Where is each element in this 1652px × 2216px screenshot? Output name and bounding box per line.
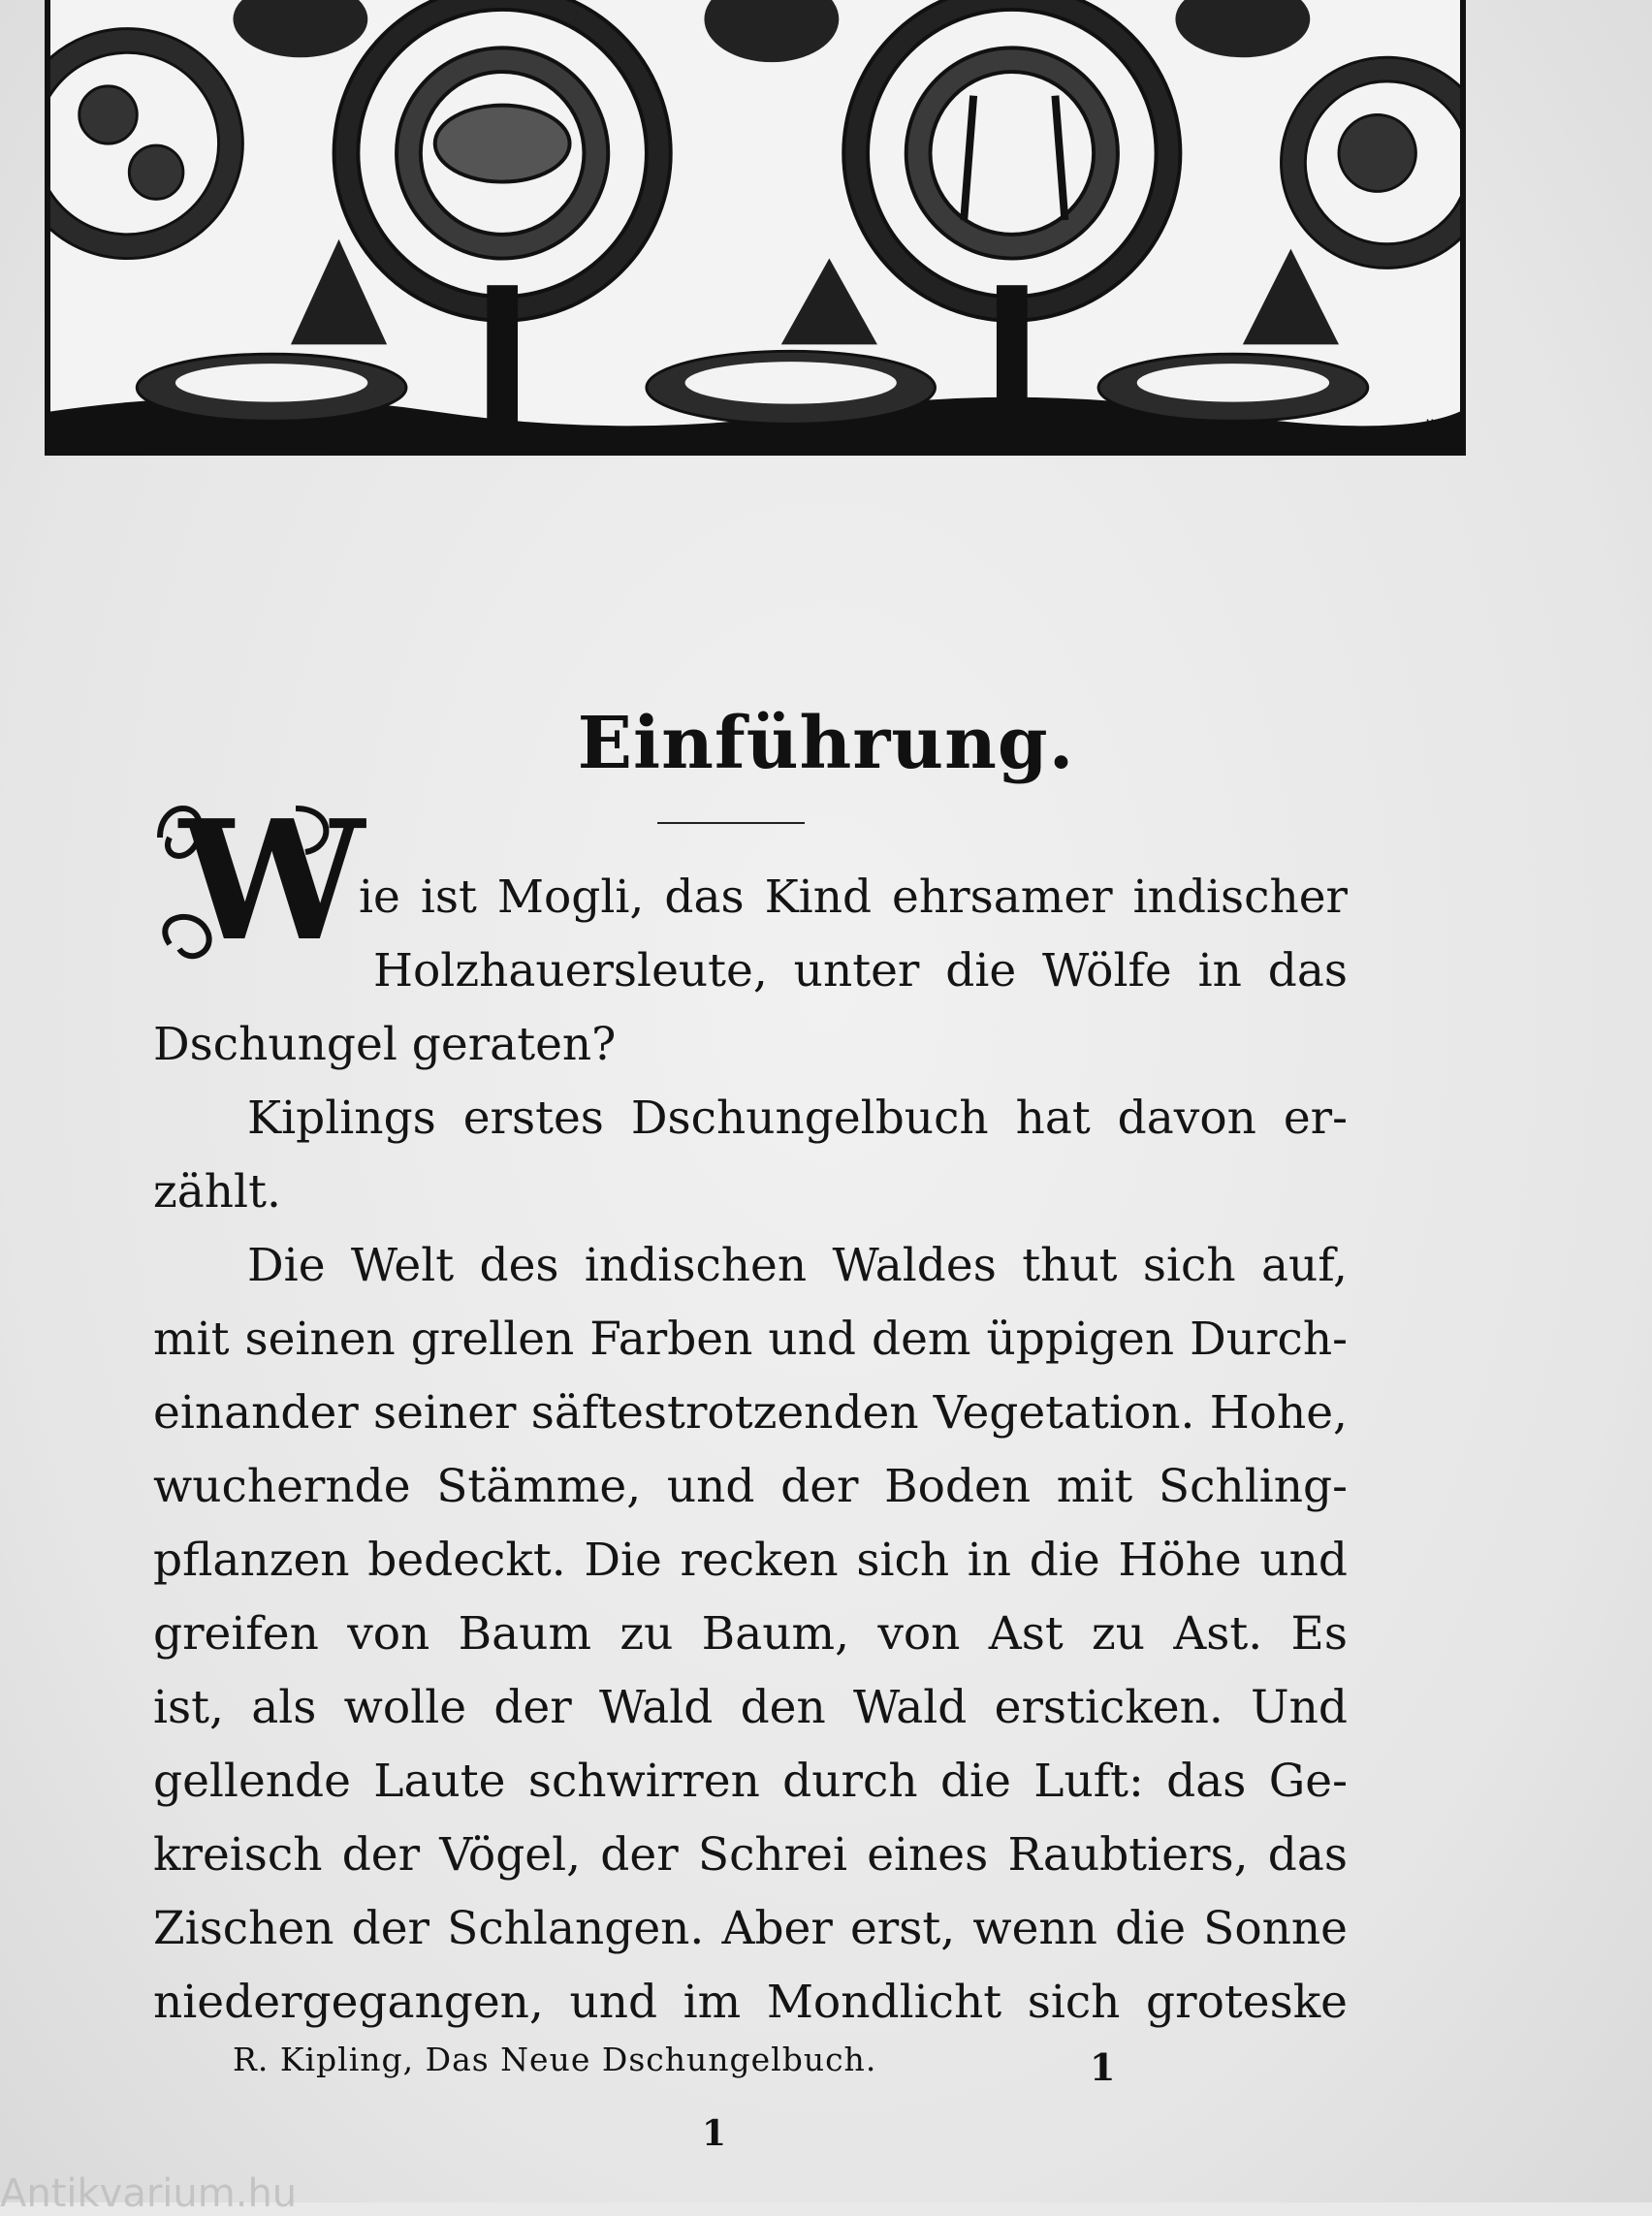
text-line: kreisch der Vögel, der Schrei eines Raubtiers, das (153, 1828, 1348, 1882)
page-number: 1 (702, 2113, 727, 2154)
text-line: mit seinen grellen Farben und dem üppigen Durch- (153, 1313, 1348, 1366)
text-line: ist, als wolle der Wald den Wald ersticken. Und (153, 1681, 1348, 1734)
banner-signature: JLK (1425, 416, 1449, 435)
text-line: greifen von Baum zu Baum, von Ast zu Ast. Es (153, 1607, 1348, 1661)
text-line: Holzhauersleute, unter die Wölfe in das (373, 944, 1348, 997)
drop-cap (150, 784, 365, 978)
text-line: gellende Laute schwirren durch die Luft: das Ge- (153, 1755, 1348, 1808)
jungle-ornament-illustration (50, 0, 1460, 450)
text-line: Kiplings erstes Dschungelbuch hat davon er- (247, 1092, 1348, 1145)
text-line: niedergegangen, und im Mondlicht sich groteske (153, 1976, 1348, 2029)
signature-mark: R. Kipling, Das Neue Dschungelbuch. (233, 2041, 877, 2078)
text-line: Zischen der Schlangen. Aber erst, wenn die Sonne (153, 1902, 1348, 1955)
text-line: ie ist Mogli, das Kind ehrsamer indischer (359, 871, 1348, 924)
text-line: zählt. (153, 1165, 281, 1219)
text-line: einander seiner säftestrotzenden Vegetation. Hohe, (153, 1386, 1348, 1440)
text-line: pflanzen bedeckt. Die recken sich in die Höhe und (153, 1534, 1348, 1587)
watermark: Antikvarium.hu (0, 2171, 298, 2216)
signature-number: 1 (1090, 2045, 1116, 2089)
text-line: Die Welt des indischen Waldes thut sich auf, (247, 1239, 1348, 1292)
text-line: wuchernde Stämme, und der Boden mit Schling- (153, 1460, 1348, 1513)
text-line: Dschungel geraten? (153, 1018, 617, 1071)
title-rule (657, 822, 805, 824)
ornamental-banner (45, 0, 1466, 456)
drop-cap-letter: W (179, 784, 365, 978)
chapter-title: Einführung. (577, 702, 1075, 785)
